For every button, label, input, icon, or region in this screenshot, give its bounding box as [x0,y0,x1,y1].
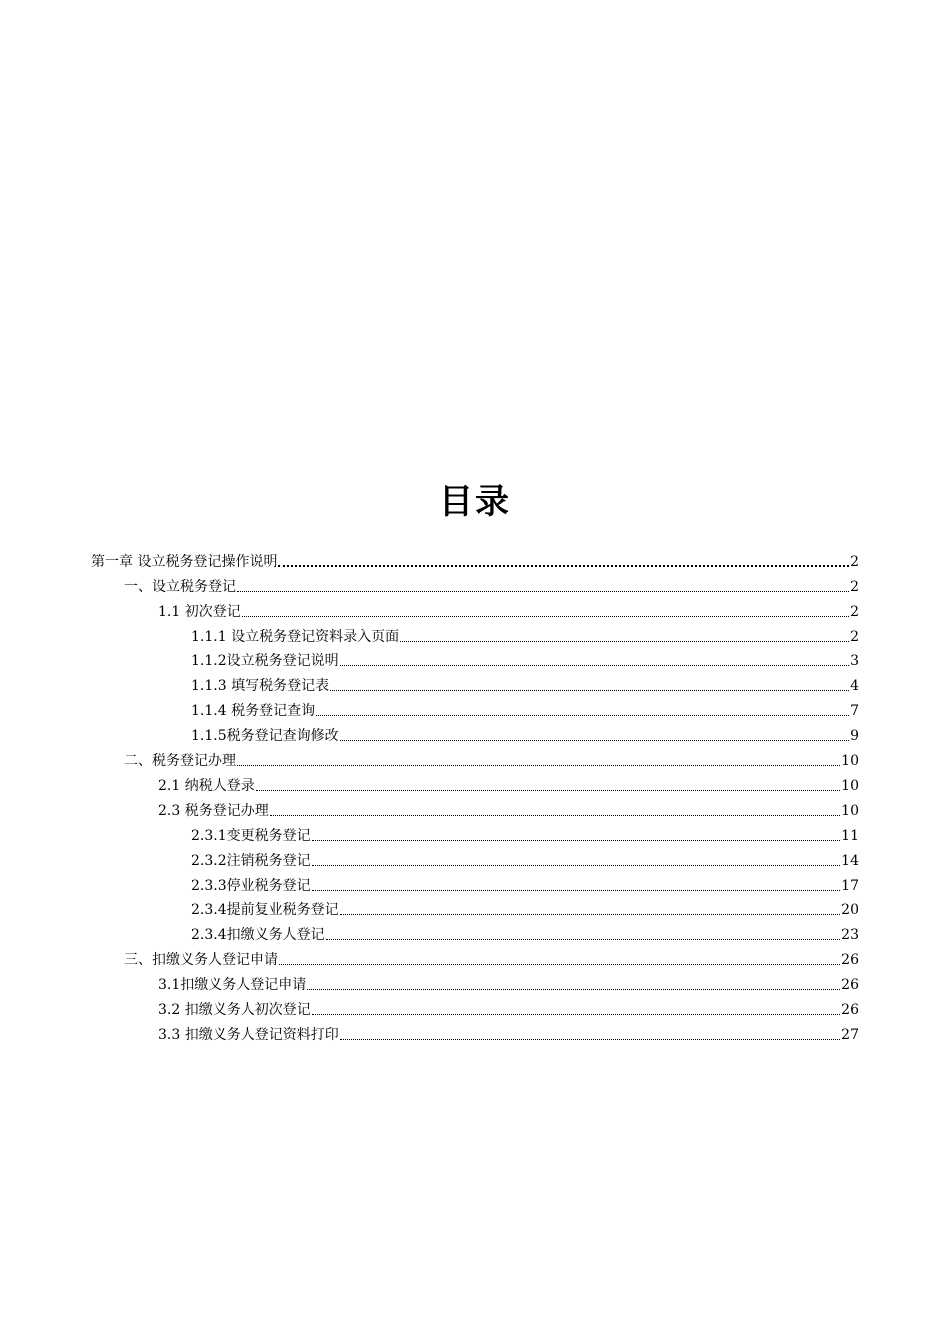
toc-leader-dots [270,815,840,816]
toc-entry-text: 3.3 扣缴义务人登记资料打印 [158,1026,339,1043]
toc-entry-page: 2 [850,603,859,620]
toc-entry[interactable] [191,870,859,895]
toc-entry-text: 1.1.2设立税务登记说明 [191,653,339,670]
toc-leader-dots [312,890,841,891]
toc-entry[interactable] [191,820,859,845]
toc-title: 目录 [439,482,511,522]
toc-entry-text: 一、设立税务登记 [124,578,236,595]
toc-leader-dots [312,1014,840,1015]
toc-entry-page: 4 [850,678,859,695]
toc-entry[interactable] [191,621,859,646]
toc-entry[interactable] [191,671,859,696]
toc-entry[interactable] [158,1019,859,1044]
toc-leader-dots [326,939,841,940]
toc-entry-text: 三、扣缴义务人登记申请 [124,952,278,969]
toc-entry-page: 23 [841,927,859,944]
toc-entry-text: 二、税务登记办理 [124,753,236,770]
toc-entry[interactable] [158,596,859,621]
toc-leader-dots [242,616,849,617]
toc-entry-text: 1.1.1 设立税务登记资料录入页面 [191,628,400,645]
toc-list [0,546,950,1046]
toc-entry-page: 7 [850,703,859,720]
toc-entry-text: 1.1.4 税务登记查询 [191,703,316,720]
toc-leader-dots [312,840,841,841]
toc-entry-page: 10 [841,777,859,794]
toc-entry-text: 2.1 纳税人登录 [158,777,255,794]
toc-entry-page: 2 [850,578,859,595]
toc-entry-page: 3 [850,653,859,670]
toc-leader-dots [340,1039,840,1040]
toc-entry-page: 10 [841,753,859,770]
toc-entry[interactable] [191,646,859,671]
toc-entry-page: 26 [841,977,859,994]
toc-entry[interactable] [91,546,859,571]
toc-entry[interactable] [191,920,859,945]
toc-entry-text: 3.1扣缴义务人登记申请 [158,977,307,994]
toc-entry[interactable] [191,895,859,920]
toc-leader-dots [237,591,849,592]
toc-entry-text: 1.1.3 填写税务登记表 [191,678,330,695]
toc-entry-page: 20 [841,902,859,919]
toc-leader-dots [307,989,840,990]
toc-entry-page: 2 [850,553,859,570]
toc-entry-text: 2.3.1变更税务登记 [191,827,311,844]
toc-entry-text: 3.2 扣缴义务人初次登记 [158,1002,311,1019]
toc-leader-dots [237,765,840,766]
toc-entry[interactable] [191,695,859,720]
toc-entry-page: 14 [841,852,859,869]
toc-leader-dots [340,740,849,741]
toc-entry[interactable] [191,720,859,745]
toc-entry[interactable] [158,770,859,795]
toc-entry[interactable] [124,571,859,596]
toc-entry[interactable] [124,944,859,969]
toc-entry-page: 10 [841,802,859,819]
toc-entry-page: 11 [841,827,859,844]
toc-entry[interactable] [191,845,859,870]
toc-entry-text: 2.3.4提前复业税务登记 [191,902,339,919]
toc-leader-dots [330,690,849,691]
toc-entry-text: 1.1.5税务登记查询修改 [191,728,339,745]
toc-entry-text: 2.3.4扣缴义务人登记 [191,927,325,944]
toc-leader-dots [279,964,840,965]
toc-entry-page: 27 [841,1026,859,1043]
toc-entry-text: 2.3.2注销税务登记 [191,852,311,869]
toc-entry[interactable] [124,745,859,770]
toc-leader-dots [340,665,849,666]
toc-entry-text: 第一章 设立税务登记操作说明 [91,553,278,570]
toc-entry[interactable] [158,969,859,994]
toc-leader-dots [340,914,841,915]
toc-leader-dots [256,790,840,791]
toc-entry-page: 17 [841,877,859,894]
toc-leader-dots [278,565,849,567]
toc-leader-dots [316,715,849,716]
toc-entry-page: 26 [841,1002,859,1019]
toc-entry-text: 1.1 初次登记 [158,603,241,620]
toc-entry-page: 2 [850,628,859,645]
toc-entry[interactable] [158,795,859,820]
toc-entry-page: 9 [850,728,859,745]
toc-entry-page: 26 [841,952,859,969]
toc-leader-dots [400,641,849,642]
toc-leader-dots [312,865,841,866]
toc-entry-text: 2.3 税务登记办理 [158,802,269,819]
toc-entry-text: 2.3.3停业税务登记 [191,877,311,894]
toc-entry[interactable] [158,994,859,1019]
